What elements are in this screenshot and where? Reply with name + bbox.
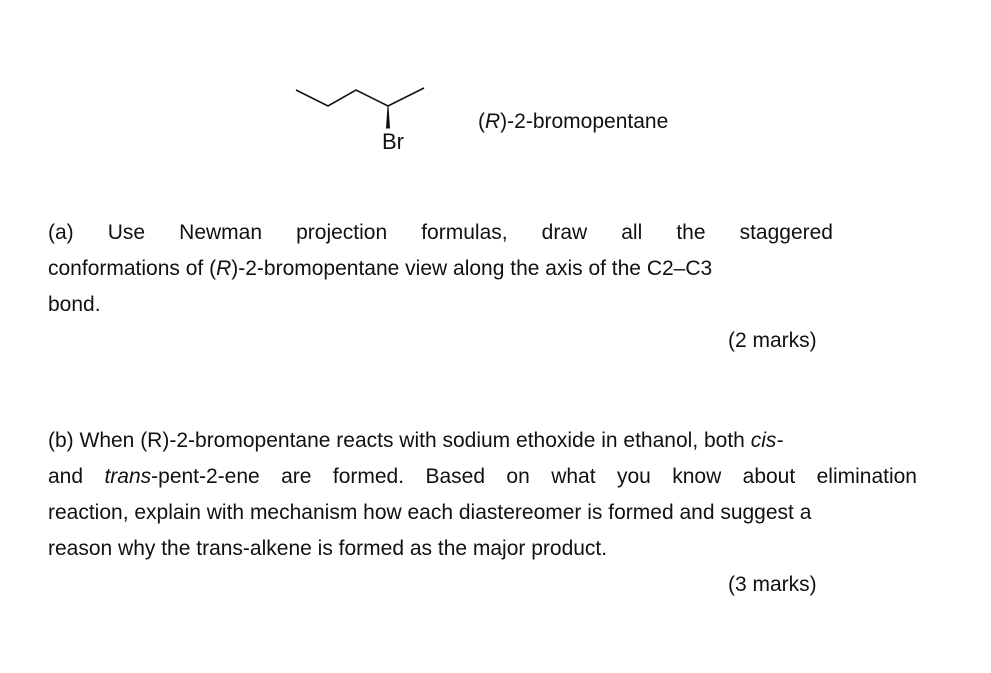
part-a-line-3: bond. — [48, 293, 101, 316]
part-b-trans-term: trans — [104, 465, 152, 488]
part-b-line-4: reason why the trans-alkene is formed as the major product. — [48, 537, 608, 560]
part-a-line-2 — [48, 251, 833, 287]
skeletal-structure-2-bromopentane — [290, 78, 440, 163]
wedge-bond-to-br — [387, 106, 390, 128]
part-b-marks: (3 marks) — [728, 573, 817, 596]
bromine-atom-label: Br — [382, 129, 404, 154]
carbon-chain-bonds — [296, 88, 424, 106]
part-a-line-2-end: )-2-bromopentane view along the axis of the C2–C3 — [231, 257, 713, 280]
compound-name-prefix: ( — [478, 110, 485, 133]
compound-name-suffix: )-2-bromopentane — [500, 110, 669, 133]
question-part-b — [48, 423, 917, 567]
bond-skeleton — [290, 78, 440, 163]
compound-name-stereo-descriptor: R — [485, 110, 501, 133]
part-a-line-1: (a) Use Newman projection formulas, draw all the staggered — [48, 221, 833, 244]
part-b-cis-term: cis- — [750, 429, 784, 452]
part-a-line-2-start: conformations of ( — [48, 257, 217, 280]
question-part-a — [48, 215, 833, 323]
part-b-line-1-start: (b) When (R)-2-bromopentane reacts with sodium ethoxide in ethanol, both — [48, 429, 751, 452]
part-a-marks: (2 marks) — [728, 329, 817, 352]
part-b-line-2-start: and — [48, 465, 105, 488]
compound-name — [478, 109, 668, 135]
part-b-line-1 — [48, 423, 917, 459]
part-b-line-2-end: -pent-2-ene are formed. Based on what you know about elimination — [151, 465, 917, 488]
part-b-line-2 — [48, 459, 917, 495]
part-b-line-3: reaction, explain with mechanism how each diastereomer is formed and suggest a — [48, 501, 812, 524]
part-a-stereo-descriptor: R — [216, 257, 232, 280]
